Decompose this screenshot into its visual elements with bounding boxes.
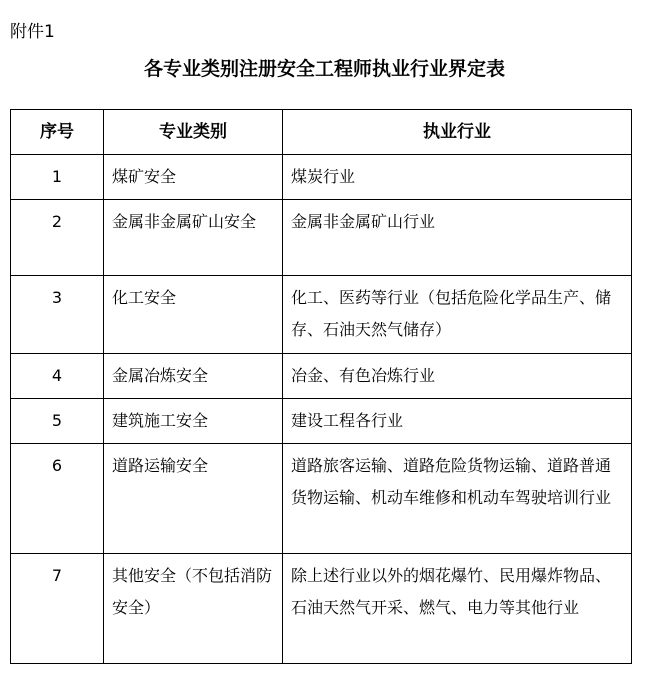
row-number: 7	[11, 554, 104, 664]
table-row	[11, 554, 632, 664]
row-number: 4	[11, 354, 104, 399]
row-industry: 煤炭行业	[283, 155, 632, 200]
row-category: 金属冶炼安全	[104, 354, 283, 399]
row-industry: 除上述行业以外的烟花爆竹、民用爆炸物品、石油天然气开采、燃气、电力等其他行业	[283, 554, 632, 664]
table-row	[11, 155, 632, 200]
table-row	[11, 200, 632, 276]
header-no: 序号	[11, 110, 104, 155]
row-number: 1	[11, 155, 104, 200]
row-number: 6	[11, 444, 104, 554]
table-row	[11, 399, 632, 444]
row-number: 5	[11, 399, 104, 444]
row-industry: 化工、医药等行业（包括危险化学品生产、储存、石油天然气储存）	[283, 276, 632, 354]
row-category: 化工安全	[104, 276, 283, 354]
row-category: 煤矿安全	[104, 155, 283, 200]
row-category: 其他安全（不包括消防安全）	[104, 554, 283, 664]
row-industry: 冶金、有色冶炼行业	[283, 354, 632, 399]
row-category: 建筑施工安全	[104, 399, 283, 444]
row-category: 金属非金属矿山安全	[104, 200, 283, 276]
table-row	[11, 444, 632, 554]
header-industry: 执业行业	[283, 110, 632, 155]
document-title: 各专业类别注册安全工程师执业行业界定表	[143, 58, 505, 80]
attachment-label: 附件1	[10, 22, 55, 42]
table-row	[11, 276, 632, 354]
row-category: 道路运输安全	[104, 444, 283, 554]
row-industry: 金属非金属矿山行业	[283, 200, 632, 276]
row-number: 3	[11, 276, 104, 354]
table-row	[11, 354, 632, 399]
row-industry: 道路旅客运输、道路危险货物运输、道路普通货物运输、机动车维修和机动车驾驶培训行业	[283, 444, 632, 554]
industry-table	[10, 109, 632, 664]
row-number: 2	[11, 200, 104, 276]
table-header-row	[11, 110, 632, 155]
row-industry: 建设工程各行业	[283, 399, 632, 444]
header-category: 专业类别	[104, 110, 283, 155]
